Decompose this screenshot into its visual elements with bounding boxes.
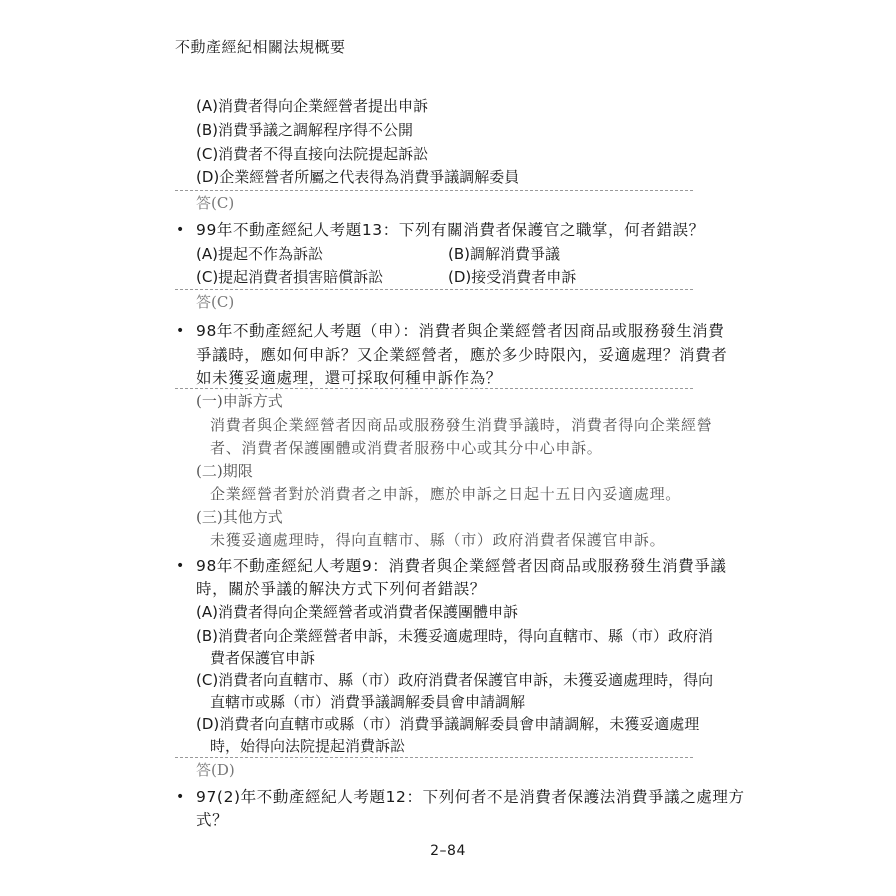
section-heading: (三)其他方式 (196, 508, 283, 526)
question-stem-line: 爭議時，應如何申訴？又企業經營者，應於多少時限內，妥適處理？消費者 (196, 346, 728, 364)
section-heading: (一)申訴方式 (196, 392, 283, 410)
option-c: (C)提起消費者損害賠償訴訟 (196, 268, 384, 286)
section-text: 未獲妥適處理時，得向直轄市、縣（市）政府消費者保護官申訴。 (210, 531, 666, 549)
option-b: (B)調解消費爭議 (448, 245, 560, 263)
option-d-continued: 時，始得向法院提起消費訴訟 (210, 737, 406, 755)
divider (175, 190, 693, 191)
option-a: (A)消費者得向企業經營者提出申訴 (196, 97, 428, 115)
question-stem-line: 時，關於爭議的解決方式下列何者錯誤？ (196, 580, 486, 598)
divider (175, 388, 693, 389)
option-c: (C)消費者不得直接向法院提起訴訟 (196, 145, 429, 163)
option-c-continued: 直轄市或縣（市）消費爭議調解委員會申請調解 (210, 693, 526, 711)
section-text: 企業經營者對於消費者之申訴，應於申訴之日起十五日內妥適處理。 (210, 485, 682, 503)
option-d: (D)消費者向直轄市或縣（市）消費爭議調解委員會申請調解，未獲妥適處理 (196, 715, 700, 733)
question-stem: 99年不動產經紀人考題13：下列有關消費者保護官之職掌，何者錯誤？ (196, 221, 705, 239)
answer: 答(D) (196, 761, 235, 779)
answer: 答(C) (196, 293, 235, 311)
section-text: 消費者與企業經營者因商品或服務發生消費爭議時，消費者得向企業經營 (210, 416, 713, 434)
section-text: 者、消費者保護團體或消費者服務中心或其分中心申訴。 (210, 439, 603, 457)
option-c: (C)消費者向直轄市、縣（市）政府消費者保護官申訴，未獲妥適處理時，得向 (196, 671, 714, 689)
question-stem-line: 98年不動產經紀人考題（申）：消費者與企業經營者因商品或服務發生消費 (196, 322, 725, 340)
section-heading: (二)期限 (196, 462, 253, 480)
question-stem-line: 97(2)年不動產經紀人考題12：下列何者不是消費者保護法消費爭議之處理方 (196, 788, 745, 806)
option-a: (A)提起不作為訴訟 (196, 245, 323, 263)
option-b-continued: 費者保護官申訴 (210, 649, 316, 667)
option-b: (B)消費者向企業經營者申訴，未獲妥適處理時，得向直轄市、縣（市）政府消 (196, 627, 713, 645)
option-d: (D)接受消費者申訴 (448, 268, 577, 286)
option-d: (D)企業經營者所屬之代表得為消費爭議調解委員 (196, 168, 520, 186)
question-stem-line: 如未獲妥適處理，還可採取何種申訴作為？ (196, 369, 502, 387)
page-number: 2–84 (430, 843, 466, 859)
bullet: • (176, 558, 185, 574)
question-stem-line: 式？ (196, 811, 229, 829)
question-stem-line: 98年不動產經紀人考題9：消費者與企業經營者因商品或服務發生消費爭議 (196, 557, 727, 575)
divider (175, 757, 693, 758)
bullet: • (176, 222, 185, 238)
option-b: (B)消費爭議之調解程序得不公開 (196, 121, 413, 139)
option-a: (A)消費者得向企業經營者或消費者保護團體申訴 (196, 603, 518, 621)
running-head: 不動產經紀相關法規概要 (175, 38, 346, 56)
divider (175, 289, 693, 290)
bullet: • (176, 789, 185, 805)
bullet: • (176, 323, 185, 339)
answer: 答(C) (196, 194, 235, 212)
